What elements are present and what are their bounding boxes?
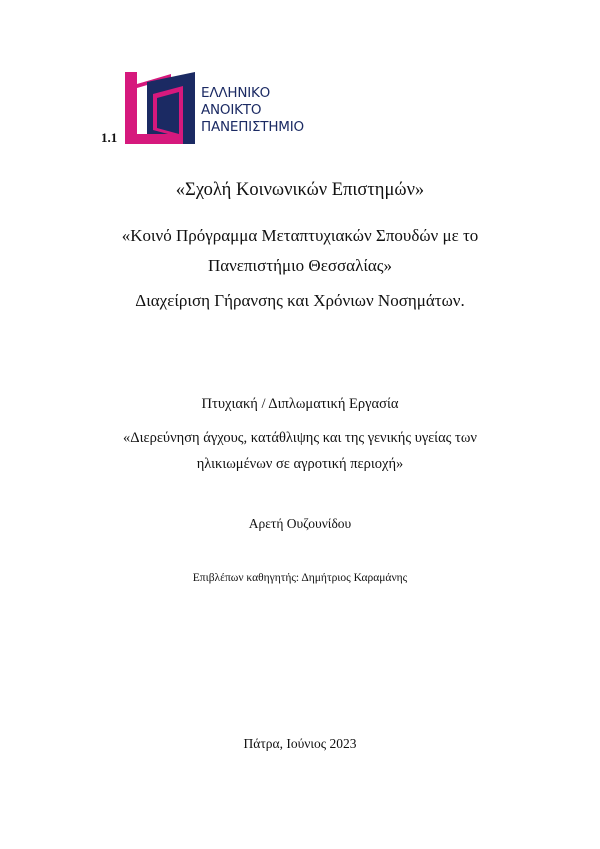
university-logo-icon [125,72,195,144]
author-name: Αρετή Ουζουνίδου [248,516,352,531]
program-line-3: Διαχείριση Γήρανσης και Χρόνιων Νοσημάτων. [135,291,465,310]
logo-line-2: ΑΝΟΙΚΤΟ [201,102,262,118]
program-line-1: «Κοινό Πρόγραμμα Μεταπτυχιακών Σπουδών με το [121,226,479,245]
logo-line-1: ΕΛΛΗΝΙΚΟ [201,85,271,101]
supervisor: Επιβλέπων καθηγητής: Δημήτριος Καραμάνης [192,572,408,584]
place-date: Πάτρα, Ιούνιος 2023 [243,736,357,751]
university-logo-text [201,85,304,136]
university-logo [125,72,315,146]
school-name: «Σχολή Κοινωνικών Επιστημών» [175,180,425,200]
program-line-2: Πανεπιστήμιο Θεσσαλίας» [207,256,393,275]
thesis-title-line-1: «Διερεύνηση άγχους, κατάθλιψης και της γενικής υγείας των [123,430,477,446]
thesis-type: Πτυχιακή / Διπλωματική Εργασία [201,396,399,412]
thesis-title-line-2: ηλικιωμένων σε αγροτική περιοχή» [196,456,404,472]
logo-line-3: ΠΑΝΕΠΙΣΤΗΜΙΟ [201,119,304,135]
heading-number: 1.1 [101,130,118,145]
